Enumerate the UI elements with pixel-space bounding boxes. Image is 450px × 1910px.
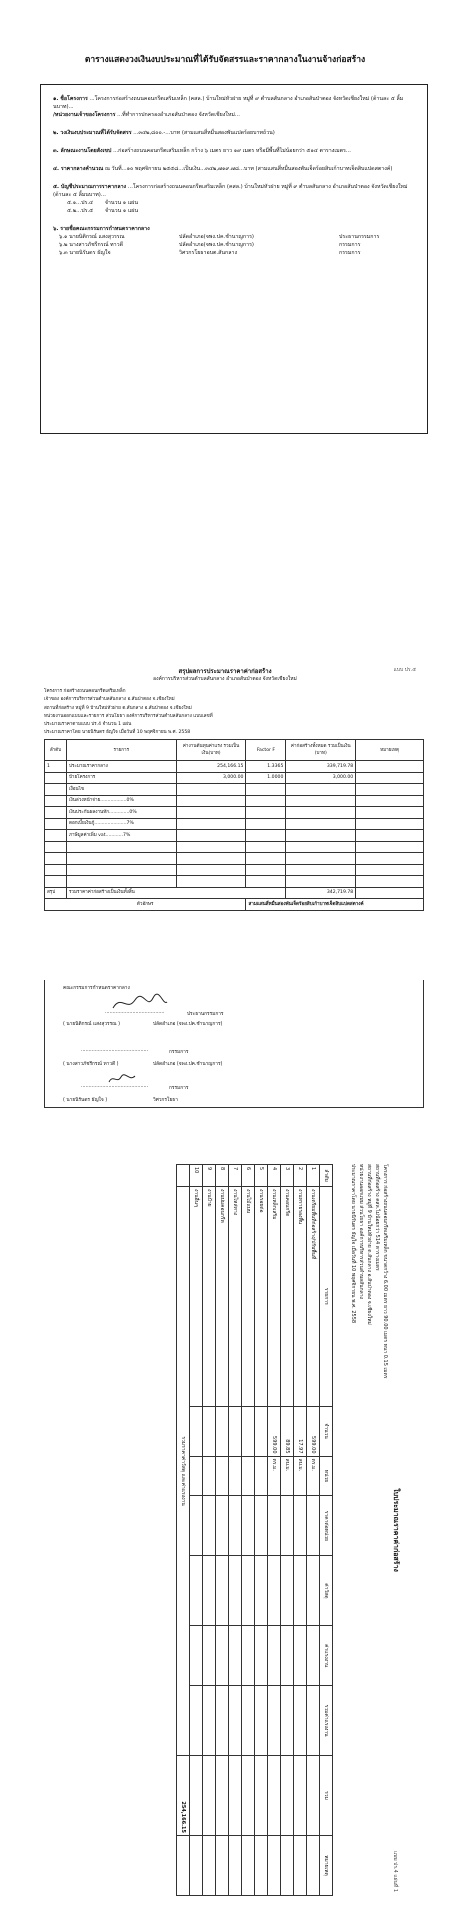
table-header-row — [320, 1165, 333, 1896]
cell-note — [356, 761, 424, 773]
cell-note — [356, 807, 424, 819]
table-header-row — [45, 740, 424, 761]
cell-note — [307, 1835, 320, 1895]
cell-item: ดอกเบี้ยเงินกู้......................7% — [66, 818, 176, 830]
cell-note — [356, 784, 424, 796]
cell-no: 3 — [281, 1165, 294, 1187]
cell-no — [45, 795, 67, 807]
cell-item: งานบ่มคอนกรีต — [216, 1186, 229, 1406]
table-row — [281, 1165, 294, 1896]
cell-no: 6 — [242, 1165, 255, 1187]
sub-item-qty: จำนวน ๑ แผ่น — [104, 208, 139, 214]
signature-role: กรรมการ — [169, 1086, 189, 1091]
meta-line: หน่วยงานออกแบบและรายการ ส่วนโยธา องค์การบริหารส่วนตำบลสันกลาง แบบเลขที่ — [44, 713, 213, 719]
item-description — [53, 147, 417, 155]
column-header: ราคาต่อหน่วย — [320, 1496, 333, 1556]
signature-role: กรรมการ — [169, 1050, 189, 1055]
cell-labor-total — [242, 1686, 255, 1756]
item-text: ...โครงการก่อสร้างถนนคอนกรีตเสริมเหล็ก (คสล.) บ้านใหม่หัวฝาย หมู่ที่ ๙ ตำบลสันกลาง อำเภอสันป่าตอง จังหวัดเชียงใหม่ (ด้านละ ๕ ลิ้มนบาท)... — [53, 96, 404, 110]
cell-mat-total — [307, 1556, 320, 1626]
cell-qty — [216, 1406, 229, 1456]
cell-labor-total — [216, 1686, 229, 1756]
cell-mat-total — [268, 1556, 281, 1626]
cell-cost — [176, 784, 246, 796]
cell-total — [190, 1756, 203, 1836]
cell-mat-total — [294, 1556, 307, 1626]
table-row — [216, 1165, 229, 1896]
committee-position: ปลัดอำเภอ(จพง.ปค.ชำนาญการ) — [179, 234, 254, 240]
cell-mat — [307, 1496, 320, 1556]
column-header: รวม — [320, 1756, 333, 1836]
cell-total — [286, 818, 356, 830]
cell-note — [356, 818, 424, 830]
cell-total — [242, 1756, 255, 1836]
signature-name: ( นายนิรันดร ธัญใจ ) — [63, 1098, 108, 1103]
sub-item-name: ๕.๑...ปร.๔ — [67, 200, 94, 206]
cell-labor-total — [307, 1686, 320, 1756]
cell-labor-total — [281, 1686, 294, 1756]
cell-item: เงื่อนไข — [66, 784, 176, 796]
summary-total: 342,719.78 — [286, 887, 356, 899]
cell-qty — [229, 1406, 242, 1456]
cell-labor — [307, 1626, 320, 1686]
cell-factor: 1.3365 — [246, 761, 286, 773]
item-text: ...ก่อสร้างถนนคอนกรีตเสริมเหล็ก กว้าง ๖ เมตร ยาว ๑๙ เมตร หรือมีพื้นที่ไม่น้อยกว่า ๕๑๔ ตารางเมตร... — [113, 148, 351, 154]
cell-unit — [216, 1456, 229, 1496]
cell-qty — [203, 1406, 216, 1456]
cell-no: 5 — [255, 1165, 268, 1187]
cell-note — [229, 1835, 242, 1895]
cell-note — [294, 1835, 307, 1895]
summary-meta — [44, 688, 424, 738]
meta-line: ประมาณราคาตามแบบ ปร.4 จำนวน 1 แผ่น — [44, 722, 132, 728]
cell-no: 2 — [294, 1165, 307, 1187]
cell-cost — [176, 807, 246, 819]
column-header: ค่าวัสดุ — [320, 1556, 333, 1626]
table-row — [307, 1165, 320, 1896]
cell-qty: 599.00 — [268, 1406, 281, 1456]
table-row — [203, 1165, 216, 1896]
cell-mat-total — [255, 1556, 268, 1626]
cell-no — [45, 784, 67, 796]
cell-mat-total — [229, 1556, 242, 1626]
cell-item: ประมาณราคากลาง — [66, 761, 176, 773]
cell-unit — [242, 1456, 255, 1496]
column-header: หมายเหตุ — [356, 740, 424, 761]
table-row — [45, 784, 424, 796]
table-row — [45, 772, 424, 784]
cell-item: เงินประกันผลงานหัก..............0% — [66, 807, 176, 819]
summary-subtitle: องค์การบริหารส่วนตำบลสันกลาง อำเภอสันป่าตอง จังหวัดเชียงใหม่ — [153, 676, 297, 682]
cell-item: งานไม้แบบ — [242, 1186, 255, 1406]
committee-role: กรรมการ — [339, 250, 361, 256]
sub-item — [67, 199, 417, 207]
committee-row — [59, 241, 417, 249]
meta-line: สถานที่ก่อสร้าง หมู่ที่ 9 บ้านใหม่หัวฝาย ต.สันกลาง อ.สันป่าตอง จ.เชียงใหม่ — [44, 705, 192, 711]
table-row — [45, 818, 424, 830]
column-header: ค่าก่อสร้างทั้งหมด รวมเป็นเงิน (บาท) — [286, 740, 356, 761]
column-header: Factor F — [246, 740, 286, 761]
page-2 — [0, 660, 450, 1110]
page-3 — [0, 1150, 450, 1910]
signature-position: ปลัดอำเภอ (จพง.ปค.ชำนาญการ) — [153, 1022, 223, 1027]
letters-label: ตัวอักษร — [45, 899, 246, 911]
cell-total — [286, 830, 356, 842]
cell-factor — [246, 795, 286, 807]
committee-position: ปลัดอำเภอ(จพง.ปค.ชำนาญการ) — [179, 242, 254, 248]
cell-labor — [242, 1626, 255, 1686]
cell-mat — [203, 1496, 216, 1556]
cell-qty — [255, 1406, 268, 1456]
cell-qty: 17.97 — [294, 1406, 307, 1456]
table-row — [45, 795, 424, 807]
cell-no: 1 — [307, 1165, 320, 1187]
cell-labor-total — [268, 1686, 281, 1756]
cell-item: ป้ายโครงการ — [66, 772, 176, 784]
cell-cost: 3,000.00 — [176, 772, 246, 784]
column-header: ลำดับ — [45, 740, 67, 761]
cell-qty: 599.00 — [307, 1406, 320, 1456]
item-project-name — [53, 95, 417, 119]
column-header: จำนวน — [320, 1406, 333, 1456]
cell-note — [356, 795, 424, 807]
item-label: /หน่วยงานเจ้าของโครงการ — [53, 112, 116, 118]
cell-cost — [176, 795, 246, 807]
cell-mat-total — [190, 1556, 203, 1626]
item-median-price — [53, 165, 417, 173]
cell-unit: ลบ.ม. — [281, 1456, 294, 1496]
cell-no: 9 — [203, 1165, 216, 1187]
cell-total — [294, 1756, 307, 1836]
page-title: ตารางแสดงวงเงินงบประมาณที่ได้รับจัดสรรและราคากลางในงานจ้างก่อสร้าง — [84, 55, 366, 65]
signature-line: ....................................... — [105, 1010, 165, 1015]
meta-line: ประมาณราคาโดย นายนิรันดร ธัญใจ เมื่อวันที่ 10 พฤศจิกายน พ.ศ. 2558 — [350, 1164, 356, 1324]
column-header: รายการ — [320, 1186, 333, 1406]
cell-total — [286, 795, 356, 807]
item-label: ๔. ราคากลางคำนวณ — [53, 166, 104, 172]
cell-mat — [190, 1496, 203, 1556]
cell-mat-total — [281, 1556, 294, 1626]
cell-item: งานเตรียมพื้นที่ก่อสร้าง/ปรับพื้นที่ — [307, 1186, 320, 1406]
item-text: ...๓๔๒,๘๐๐.-...บาท (สามแสนสี่หมื่นสองพันแปดร้อยบาทถ้วน) — [133, 130, 275, 136]
cell-unit: ตร.ม. — [307, 1456, 320, 1496]
cell-total: 3,000.00 — [286, 772, 356, 784]
cell-mat — [229, 1496, 242, 1556]
cell-total — [255, 1756, 268, 1836]
item-label: ๒. วงเงินงบประมาณที่ได้รับจัดสรร — [53, 130, 132, 136]
cell-note — [216, 1835, 229, 1895]
cell-mat — [242, 1496, 255, 1556]
cell-note — [242, 1835, 255, 1895]
table-row — [45, 830, 424, 842]
cell-total — [307, 1756, 320, 1836]
meta-line: หน่วยงานออกแบบ ส่วนโยธา องค์การบริหารส่วนตำบลสันกลาง — [358, 1164, 364, 1299]
cell-note — [255, 1835, 268, 1895]
summary-row — [45, 887, 424, 899]
estimate-table — [176, 1164, 333, 1896]
signature-block — [44, 980, 424, 1108]
signature-name: ( นางสาวภัชรีกรณ์ ทาวดี ) — [63, 1062, 119, 1067]
column-header: ค่างานต้นทุนค่าแรง รวมเป็นเงิน(บาท) — [176, 740, 246, 761]
table-row — [242, 1165, 255, 1896]
committee-row — [59, 233, 417, 241]
sub-item — [67, 207, 417, 215]
signature-position: วิศวกรโยธา — [153, 1098, 178, 1103]
cell-factor: 1.0000 — [246, 772, 286, 784]
signature-line: ............................................ — [81, 1048, 149, 1053]
cell-note — [356, 772, 424, 784]
cell-mat-total — [242, 1556, 255, 1626]
estimate-meta — [349, 1164, 389, 1894]
cell-factor — [246, 818, 286, 830]
cell-qty: 89.85 — [281, 1406, 294, 1456]
cell-no — [45, 818, 67, 830]
cell-labor — [216, 1626, 229, 1686]
table-row — [45, 841, 424, 853]
item-label: ๖. รายชื่อคณะกรรมการกำหนดราคากลาง — [53, 226, 150, 232]
cell-labor — [281, 1626, 294, 1686]
total-row — [177, 1165, 190, 1896]
committee-name: นางสาวภัชรีกรณ์ ทาวดี — [69, 242, 124, 248]
cell-item: งานทรายรองพื้น — [294, 1186, 307, 1406]
committee-role: กรรมการ — [339, 242, 361, 248]
cell-labor — [268, 1626, 281, 1686]
info-box — [40, 84, 428, 434]
grand-total: 254,166.15 — [177, 1756, 190, 1836]
cell-labor-total — [294, 1686, 307, 1756]
table-row — [45, 761, 424, 773]
cell-item: งานอื่นๆ — [190, 1186, 203, 1406]
item-text: ...โครงการก่อสร้างถนนคอนกรีตเสริมเหล็ก (คสล.) บ้านใหม่หัวฝาย หมู่ที่ ๙ ตำบลสันกลาง อำเภอสันป่าตอง จังหวัดเชียงใหม่ (ด้านละ ๕ ลิ้มนบาท)... — [53, 184, 408, 198]
cell-note — [268, 1835, 281, 1895]
cell-labor-total — [255, 1686, 268, 1756]
cell-labor — [229, 1626, 242, 1686]
cell-item: เงินล่วงหน้าจ่าย..................0% — [66, 795, 176, 807]
cell-no: 8 — [216, 1165, 229, 1187]
cell-factor — [246, 807, 286, 819]
cell-unit — [203, 1456, 216, 1496]
cell-unit: ลบ.ม. — [294, 1456, 307, 1496]
cell-note — [190, 1835, 203, 1895]
cell-mat-total — [216, 1556, 229, 1626]
meta-line: เจ้าของ องค์การบริหารส่วนตำบลสันกลาง อ.สันป่าตอง จ.เชียงใหม่ — [44, 697, 175, 703]
cell-qty — [190, 1406, 203, 1456]
cell-no: 10 — [190, 1165, 203, 1187]
cell-total — [286, 784, 356, 796]
cell-labor-total — [203, 1686, 216, 1756]
cell-mat — [216, 1496, 229, 1556]
cell-labor — [255, 1626, 268, 1686]
cell-total — [203, 1756, 216, 1836]
cell-total — [229, 1756, 242, 1836]
cell-cost — [176, 818, 246, 830]
column-header: หน่วย — [320, 1456, 333, 1496]
cell-no — [45, 772, 67, 784]
signature-name: ( นายนิติกรณ์ แสงสุวรรณ ) — [63, 1022, 121, 1027]
cell-item: งานไหล่ทาง — [229, 1186, 242, 1406]
cell-unit — [229, 1456, 242, 1496]
cell-note — [203, 1835, 216, 1895]
cell-note — [356, 830, 424, 842]
column-header: รวมค่าแรงงาน — [320, 1686, 333, 1756]
meta-line: สถานที่ก่อสร้าง คสล.ไม่น้อยกว่า 514 ตารางเมตร — [374, 1164, 380, 1271]
letters-row — [45, 899, 424, 911]
cell-labor — [190, 1626, 203, 1686]
cell-no: 4 — [268, 1165, 281, 1187]
cell-qty — [242, 1406, 255, 1456]
item-text: ณ วันที่...๑๐ พฤศจิกายน ๒๕๕๘...เป็นเงิน...๓๔๒,๗๑๙.๗๘...บาท (สามแสนสี่หมื่นสองพันเจ็ดร้อยสิบเก้าบาทเจ็ดสิบแปดสตางค์) — [104, 166, 393, 172]
summary-table — [44, 739, 424, 911]
cell-no — [45, 807, 67, 819]
cell-labor — [294, 1626, 307, 1686]
item-budget — [53, 129, 417, 137]
table-row — [45, 864, 424, 876]
letters-text: สามแสนสี่หมื่นสองพันเจ็ดร้อยสิบเก้าบาทเจ็ดสิบแปดสตางค์ — [246, 899, 424, 911]
committee-name: นายนิรันดร ธัญใจ — [69, 250, 111, 256]
cell-unit — [255, 1456, 268, 1496]
table-row — [45, 876, 424, 888]
table-row — [190, 1165, 203, 1896]
meta-line: โครงการ ก่อสร้างถนนคอนกรีตเสริมเหล็ก ขนาดกว้าง 6.00 เมตร ยาว 90.00 เมตร หนา 0.15 เมตร — [382, 1164, 388, 1379]
cell-unit — [190, 1456, 203, 1496]
committee-no: ๖.๒ — [59, 242, 68, 248]
table-row — [229, 1165, 242, 1896]
committee-no: ๖.๑ — [59, 234, 68, 240]
sub-item-qty: จำนวน ๑ แผ่น — [104, 200, 138, 206]
cell-mat — [294, 1496, 307, 1556]
item-text: ...ที่ทำการปกครองอำเภอสันป่าตอง จังหวัดเชียงใหม่... — [117, 112, 240, 118]
item-committee — [53, 225, 417, 257]
summary-label: สรุป — [45, 887, 67, 899]
item-estimate-list — [53, 183, 417, 215]
cell-no: 1 — [45, 761, 67, 773]
cell-mat-total — [203, 1556, 216, 1626]
table-row — [294, 1165, 307, 1896]
cell-mat — [281, 1496, 294, 1556]
cell-total: 339,719.78 — [286, 761, 356, 773]
page-1 — [0, 0, 450, 460]
item-label: ๑. ชื่อโครงการ — [53, 96, 88, 102]
estimate-body — [190, 1165, 320, 1896]
cell-mat — [268, 1496, 281, 1556]
cell-labor — [203, 1626, 216, 1686]
meta-line: สถานที่ก่อสร้าง หมู่ที่ 9 บ้านใหม่หัวฝาย ต.สันกลาง อ.สันป่าตอง จ.เชียงใหม่ — [366, 1164, 372, 1325]
form-code: แบบ ปร.๕ — [393, 667, 416, 673]
cell-item: ภาษีมูลค่าเพิ่ม vat............7% — [66, 830, 176, 842]
cell-unit: ตร.ม. — [268, 1456, 281, 1496]
sub-item-name: ๕.๒...ปร.๕ — [67, 208, 94, 214]
table-row — [45, 853, 424, 865]
committee-no: ๖.๓ — [59, 250, 68, 256]
committee-name: นายนิติกรณ์ แสงสุวรรณ — [69, 234, 125, 240]
committee-heading: คณะกรรมการกำหนดราคากลาง — [63, 986, 130, 991]
meta-line: โครงการ ก่อสร้างถนนคอนกรีตเสริมเหล็ก — [44, 689, 126, 694]
table-row — [268, 1165, 281, 1896]
cell-factor — [246, 830, 286, 842]
summary-title: สรุปผลการประมาณราคาค่าก่อสร้าง — [178, 668, 272, 675]
cell-note — [356, 887, 424, 899]
column-header: ค่าแรงงาน — [320, 1626, 333, 1686]
cell-item: งานเหล็กเสริม — [268, 1186, 281, 1406]
summary-text: รวมราคาค่าก่อสร้างเป็นเงินทั้งสิ้น — [66, 887, 285, 899]
cell-no: 7 — [229, 1165, 242, 1187]
signature-role: ประธานกรรมการ — [187, 1012, 224, 1017]
item-label: ๓. ลักษณะงานโดยสังเขป — [53, 148, 112, 154]
cell-item: งานป้าย — [203, 1186, 216, 1406]
meta-line: ประมาณราคาโดย นายนิรันดร ธัญใจ เมื่อวันที่ 10 พฤศจิกายน พ.ศ. 2558 — [44, 730, 191, 736]
committee-row — [59, 249, 417, 257]
cell-total — [286, 807, 356, 819]
cell-total — [216, 1756, 229, 1836]
cell-no — [45, 830, 67, 842]
item-label: ๕. บัญชีประมาณการราคากลาง — [53, 184, 127, 190]
form-number: แบบ ปร.4 แผ่นที่ 1 — [392, 1850, 398, 1892]
cell-factor — [246, 784, 286, 796]
committee-position: วิศวกรโยธาอบต.สันกลาง — [179, 250, 238, 256]
table-row — [45, 807, 424, 819]
cell-labor-total — [190, 1686, 203, 1756]
cell-cost: 254,166.15 — [176, 761, 246, 773]
rotated-estimate-sheet — [45, 1160, 405, 1900]
cell-cost — [176, 830, 246, 842]
cell-item: งานคอนกรีต — [281, 1186, 294, 1406]
cell-labor-total — [229, 1686, 242, 1756]
table-row — [255, 1165, 268, 1896]
column-header: รายการ — [66, 740, 176, 761]
column-header: หมายเหตุ — [320, 1835, 333, 1895]
signature-position: ปลัดอำเภอ (จพง.ปค.ชำนาญการ) — [153, 1062, 223, 1067]
total-label: รวมราคาค่าวัสดุ และค่าแรงงาน — [177, 1186, 190, 1755]
estimate-title: ใบประมาณราคาค่าก่อสร้าง — [392, 1488, 400, 1572]
cell-item: งานรอยต่อ — [255, 1186, 268, 1406]
cell-total — [268, 1756, 281, 1836]
column-header: ลำดับ — [320, 1165, 333, 1187]
cell-note — [281, 1835, 294, 1895]
committee-role: ประธานกรรมการ — [339, 234, 380, 240]
cell-total — [281, 1756, 294, 1836]
cell-mat — [255, 1496, 268, 1556]
signature-line: ............................................ — [81, 1084, 149, 1089]
